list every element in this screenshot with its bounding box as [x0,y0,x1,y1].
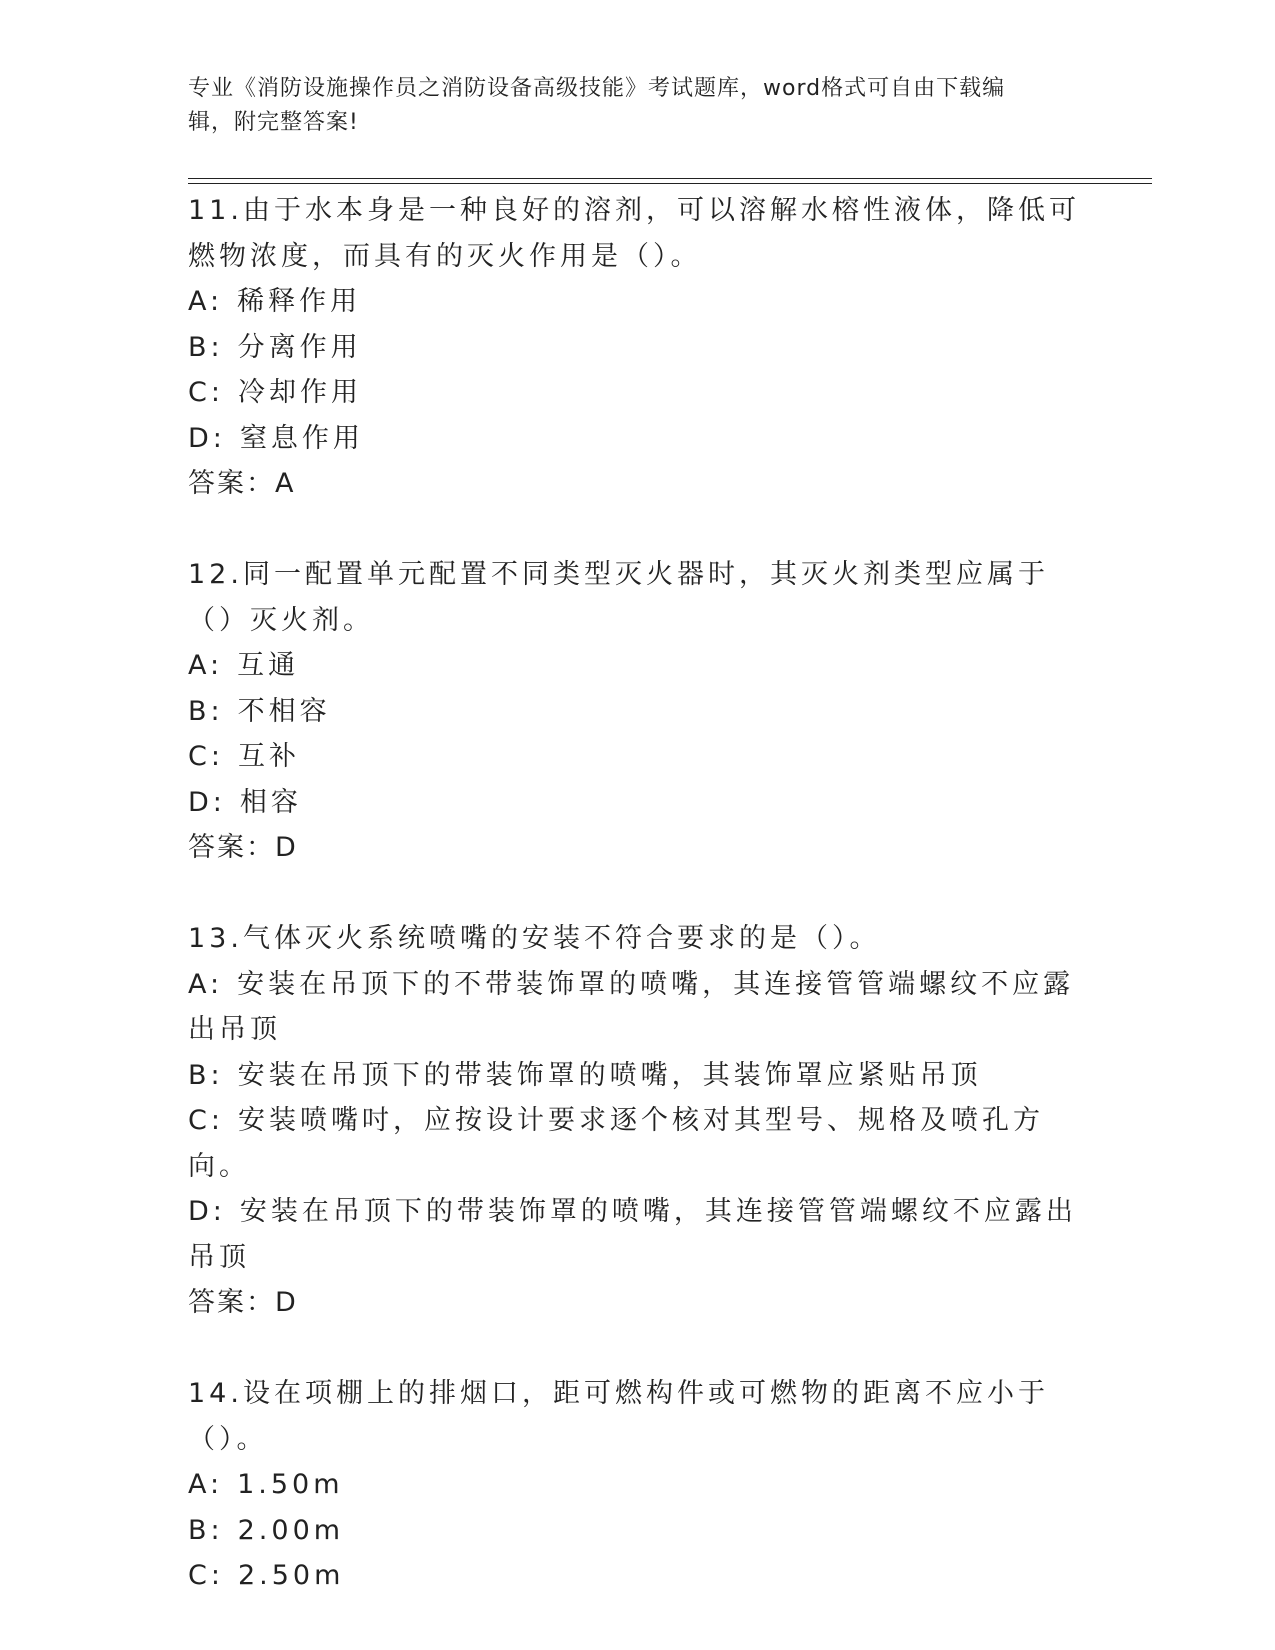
option-label: B: [188,1514,224,1546]
option-label: C: [188,741,224,772]
option-label: D: [188,422,226,454]
option-text: 安装在吊顶下的带装饰罩的喷嘴，其连接管管端螺纹不应露出吊顶 [188,1196,1077,1273]
option-a [188,962,1088,1053]
question-stem: 14.设在项棚上的排烟口，距可燃构件或可燃物的距离不应小于（）。 [188,1378,1049,1455]
answer-line: 答案：D [188,1287,298,1318]
option-text: 安装在吊顶下的不带装饰罩的喷嘴，其连接管管端螺纹不应露出吊顶 [188,968,1075,1045]
option-text: 冷却作用 [237,377,362,408]
option-b [188,1053,1088,1099]
option-text: 2.50m [237,1560,345,1591]
option-c [188,734,1088,780]
option-label: B: [188,695,224,727]
option-label: A: [188,650,224,681]
question-stem: 12.同一配置单元配置不同类型灭火器时，其灭火剂类型应属于（）灭火剂。 [188,559,1049,636]
question-13 [188,916,1088,1326]
option-b [188,325,1088,371]
option-d [188,416,1088,462]
question-list [188,188,1088,1599]
option-b [188,1508,1088,1554]
option-label: A: [188,968,224,1000]
option-c [188,1098,1088,1189]
option-a [188,279,1088,325]
document-header [188,72,1068,140]
question-12 [188,552,1088,871]
option-text: 安装喷嘴吋，应按设计要求逐个核对其型号、规格及喷孔方向。 [188,1105,1044,1182]
header-rule-top [188,178,1152,179]
option-text: 2.00m [237,1514,345,1546]
option-label: C: [188,1560,224,1591]
option-text: 安装在吊顶下的带装饰罩的喷嘴，其装饰罩应紧贴吊顶 [237,1059,982,1091]
header-line-2: 辑，附完整答案! [188,110,359,135]
answer-line: 答案：D [188,832,298,863]
option-text: 相容 [239,786,302,818]
answer-line: 答案：A [188,468,296,499]
option-text: 不相容 [237,695,331,727]
option-text: 互通 [237,650,300,681]
option-label: D: [188,786,226,818]
option-text: 1.50m [237,1469,344,1500]
question-11 [188,188,1088,507]
question-14 [188,1371,1088,1599]
option-b [188,689,1088,735]
option-label: A: [188,286,224,317]
option-text: 窒息作用 [239,422,364,454]
option-label: B: [188,1059,224,1091]
option-label: D: [188,1196,226,1227]
option-label: A: [188,1469,224,1500]
option-label: C: [188,1105,224,1136]
question-stem: 11.由于水本身是一种良好的溶剂，可以溶解水榕性液体，降低可燃物浓度，而具有的灭火作用是（）。 [188,195,1080,272]
option-a [188,1462,1088,1508]
option-d [188,780,1088,826]
option-c [188,1553,1088,1599]
option-text: 互补 [237,741,300,772]
option-label: C: [188,377,224,408]
option-label: B: [188,331,224,363]
header-line-1: 专业《消防设施操作员之消防设备高级技能》考试题库，word格式可自由下载编 [188,76,1006,101]
option-text: 分离作用 [237,331,362,363]
option-d [188,1189,1088,1280]
option-c [188,370,1088,416]
question-stem: 13.气体灭火系统喷嘴的安装不符合要求的是（）。 [188,923,881,954]
option-text: 稀释作用 [237,286,362,317]
header-rule-bottom [188,183,1152,184]
option-a [188,643,1088,689]
